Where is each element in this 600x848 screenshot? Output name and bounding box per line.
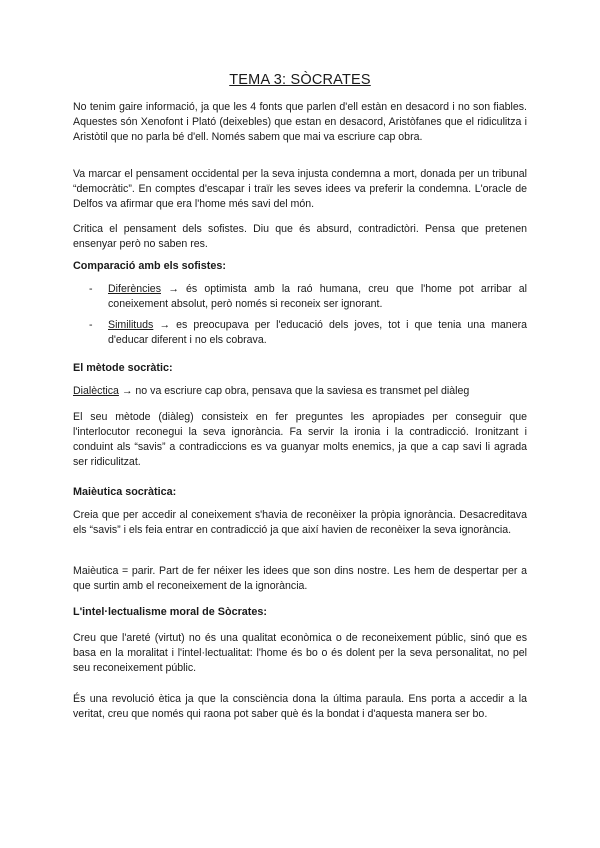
- term-dialectica: Dialèctica: [73, 385, 119, 397]
- maieutica-paragraph-1: Creia que per accedir al coneixement s'havia de reconèixer la pròpia ignorància. Desacreditava els “savis” i els feia entrar en contradicció ja que així havien de reconèixer la seva ignorància.: [73, 509, 527, 536]
- metode-heading: El mètode socràtic:: [73, 362, 173, 374]
- intellectualisme-heading: L'intel·lectualisme moral de Sòcrates:: [73, 606, 267, 618]
- intro-paragraph-2: Va marcar el pensament occidental per la seva injusta condemna a mort, donada per un tribunal “democràtic”. En comptes d'escapar i traïr les seves idees va preferir la condemna. L'oracle de Delfos va afirmar que era l'home més savi del món.: [73, 168, 527, 210]
- metode-paragraph: El seu mètode (diàleg) consisteix en fer preguntes les apropiades per conseguir que l'interlocutor reconegui la seva ignorància. Fa servir la ironia i la contradicció. Ironitzant i conduint als “savis” a contradiccions es va guanyar molts enemics, ja que a cap savi li agrada ser ridiculitzat.: [73, 411, 527, 468]
- maieutica-heading: Maièutica socràtica:: [73, 486, 177, 498]
- term-diferencies: Diferències: [108, 283, 161, 295]
- page-title: TEMA 3: SÒCRATES: [229, 72, 371, 88]
- maieutica-paragraph-2: Maièutica = parir. Part de fer néixer les idees que son dins nostre. Les hem de despertar per a que surtin amb el reconeixement de la ignorància.: [73, 565, 527, 592]
- intellectualisme-paragraph-1: Creu que l'areté (virtut) no és una qualitat econòmica o de reconeixement públic, sinó que es basa en la moralitat i l'intel·lectualitat: l'home és bo o és dolent per la seva personalitat, no pel seu reconeixement públic.: [73, 632, 527, 674]
- text-similituds: → es preocupava per l'educació dels joves, tot i que tenia una manera d'educar diferent i no els cobrava.: [108, 319, 527, 346]
- list-item-body: [108, 318, 527, 348]
- intro-paragraph-3: Critica el pensament dels sofistes. Diu que és absurd, contradictòri. Pensa que pretenen ensenyar però no saben res.: [73, 223, 527, 250]
- intro-paragraph-1: No tenim gaire informació, ja que les 4 fonts que parlen d'ell estàn en desacord i no son fiables. Aquestes són Xenofont i Plató (deixebles) que estan en desacord, Aristòfanes que el ridiculitza i Aristòtil que no parla bé d'ell. Només sabem que mai va escriure cap obra.: [73, 101, 527, 143]
- term-similituds: Similituds: [108, 319, 154, 331]
- text-dialectica: → no va escriure cap obra, pensava que la saviesa es transmet pel diàleg: [118, 385, 470, 397]
- text-diferencies: → és optimista amb la raó humana, creu que l'home pot arribar al coneixement absolut, però només si reconeix ser ignorant.: [108, 283, 527, 310]
- list-bullet: -: [89, 319, 93, 331]
- list-bullet: -: [89, 283, 93, 295]
- intellectualisme-paragraph-2: És una revolució ètica ja que la consciència dona la última paraula. Ens porta a accedir a la veritat, creu que només qui raona pot saber què és la bondat i d'aquesta manera ser bo.: [73, 693, 527, 720]
- comparacio-heading: Comparació amb els sofistes:: [73, 260, 227, 272]
- dialectica-line: [73, 384, 527, 399]
- list-item-body: [108, 282, 527, 312]
